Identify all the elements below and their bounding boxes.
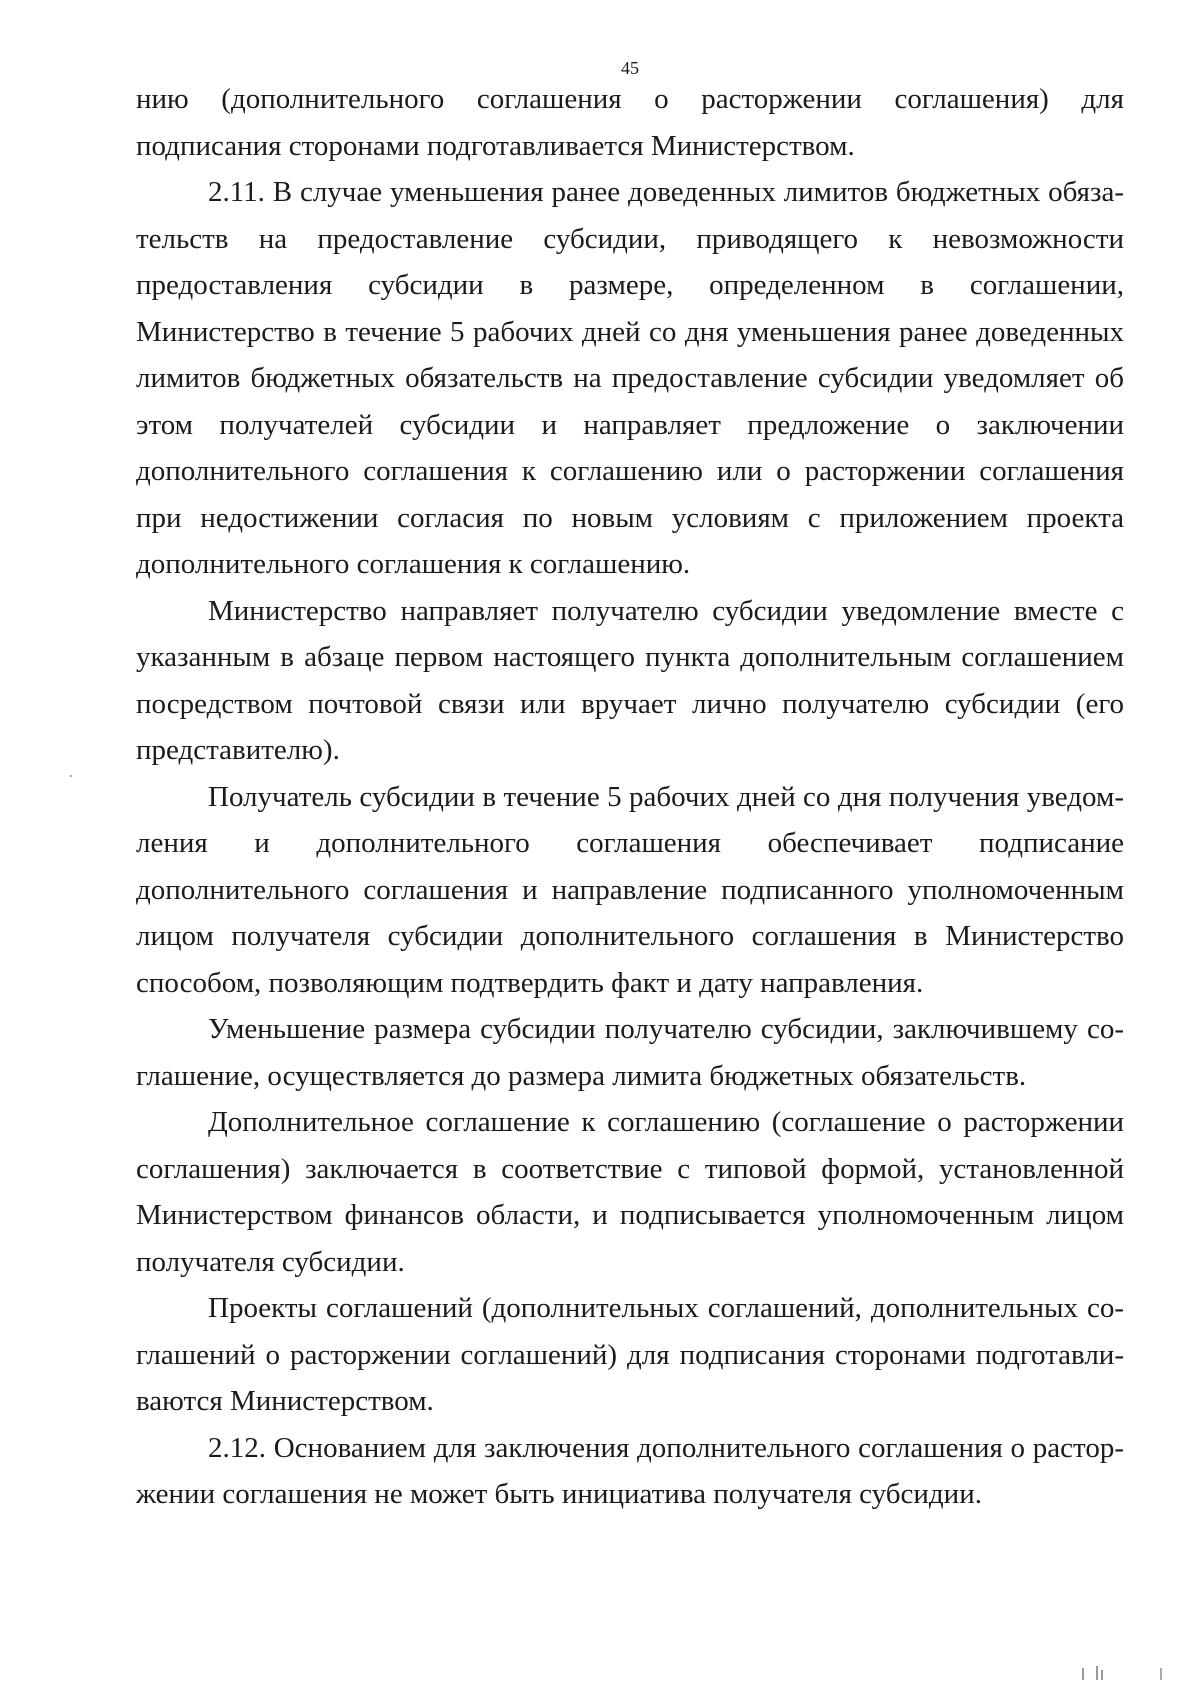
paragraph-recipient-signing: Получатель субсидии в течение 5 рабочих дней со дня получения уведомления и дополнительного соглашения обеспечивает подписание дополнительного соглашения и направление подписанного уполномоченным лицом получателя субсидии дополнительного соглашения в Министерство способом, позволяющим подтвердить факт и дату направления. (136, 780, 1124, 999)
paragraph-clause-2-12: 2.12. Основанием для заключения дополнительного соглашения о расторжении соглашения не может быть инициатива получателя субсидии. (136, 1431, 1124, 1510)
paragraph-draft-agreements: Проекты соглашений (дополнительных соглашений, дополнительных соглашений о расторжении соглашений) для подписания сторонами подготавливаются Министерством. (136, 1292, 1124, 1417)
paragraph-continuation: нию (дополнительного соглашения о расторжении соглашения) для подписания сторонами подготавливается Министерством. (136, 83, 1124, 162)
scan-artifact (70, 775, 72, 777)
paragraph-clause-2-11: 2.11. В случае уменьшения ранее доведенных лимитов бюджетных обязательств на предоставление субсидии, приводящего к невозможности предоставления субсидии в размере, определенном в соглашении, Министерство в течение 5 рабочих дней со дня уменьшения ранее доведенных лимитов бюджетных обязательств на предоставление субсидии уведомляет об этом получателей субсидии и направляет предложение о заключении дополнительного соглашения к соглашению или о расторжении соглашения при недостижении согласия по новым условиям с приложением проекта дополнительного соглашения к соглашению. (136, 176, 1124, 580)
paragraph-standard-form: Дополнительное соглашение к соглашению (соглашение о расторжении соглашения) заключается в соответствие с типовой формой, установленной Министерством финансов области, и подписывается уполномоченным лицом получателя субсидии. (136, 1106, 1124, 1278)
scan-artifact (1096, 1666, 1098, 1680)
page-number: 45 (621, 58, 639, 78)
document-body (136, 76, 1124, 1518)
scan-artifact (1082, 1668, 1084, 1680)
paragraph-subsidy-reduction: Уменьшение размера субсидии получателю субсидии, заключившему соглашение, осуществляется до размера лимита бюджетных обязательств. (136, 1013, 1124, 1092)
paragraph-ministry-notice: Министерство направляет получателю субсидии уведомление вместе с указанным в абзаце первом настоящего пункта дополнительным соглашением посредством почтовой связи или вручает лично получателю субсидии (его представителю). (136, 594, 1124, 766)
scan-artifact (1160, 1668, 1162, 1680)
scan-artifact (1101, 1670, 1103, 1680)
